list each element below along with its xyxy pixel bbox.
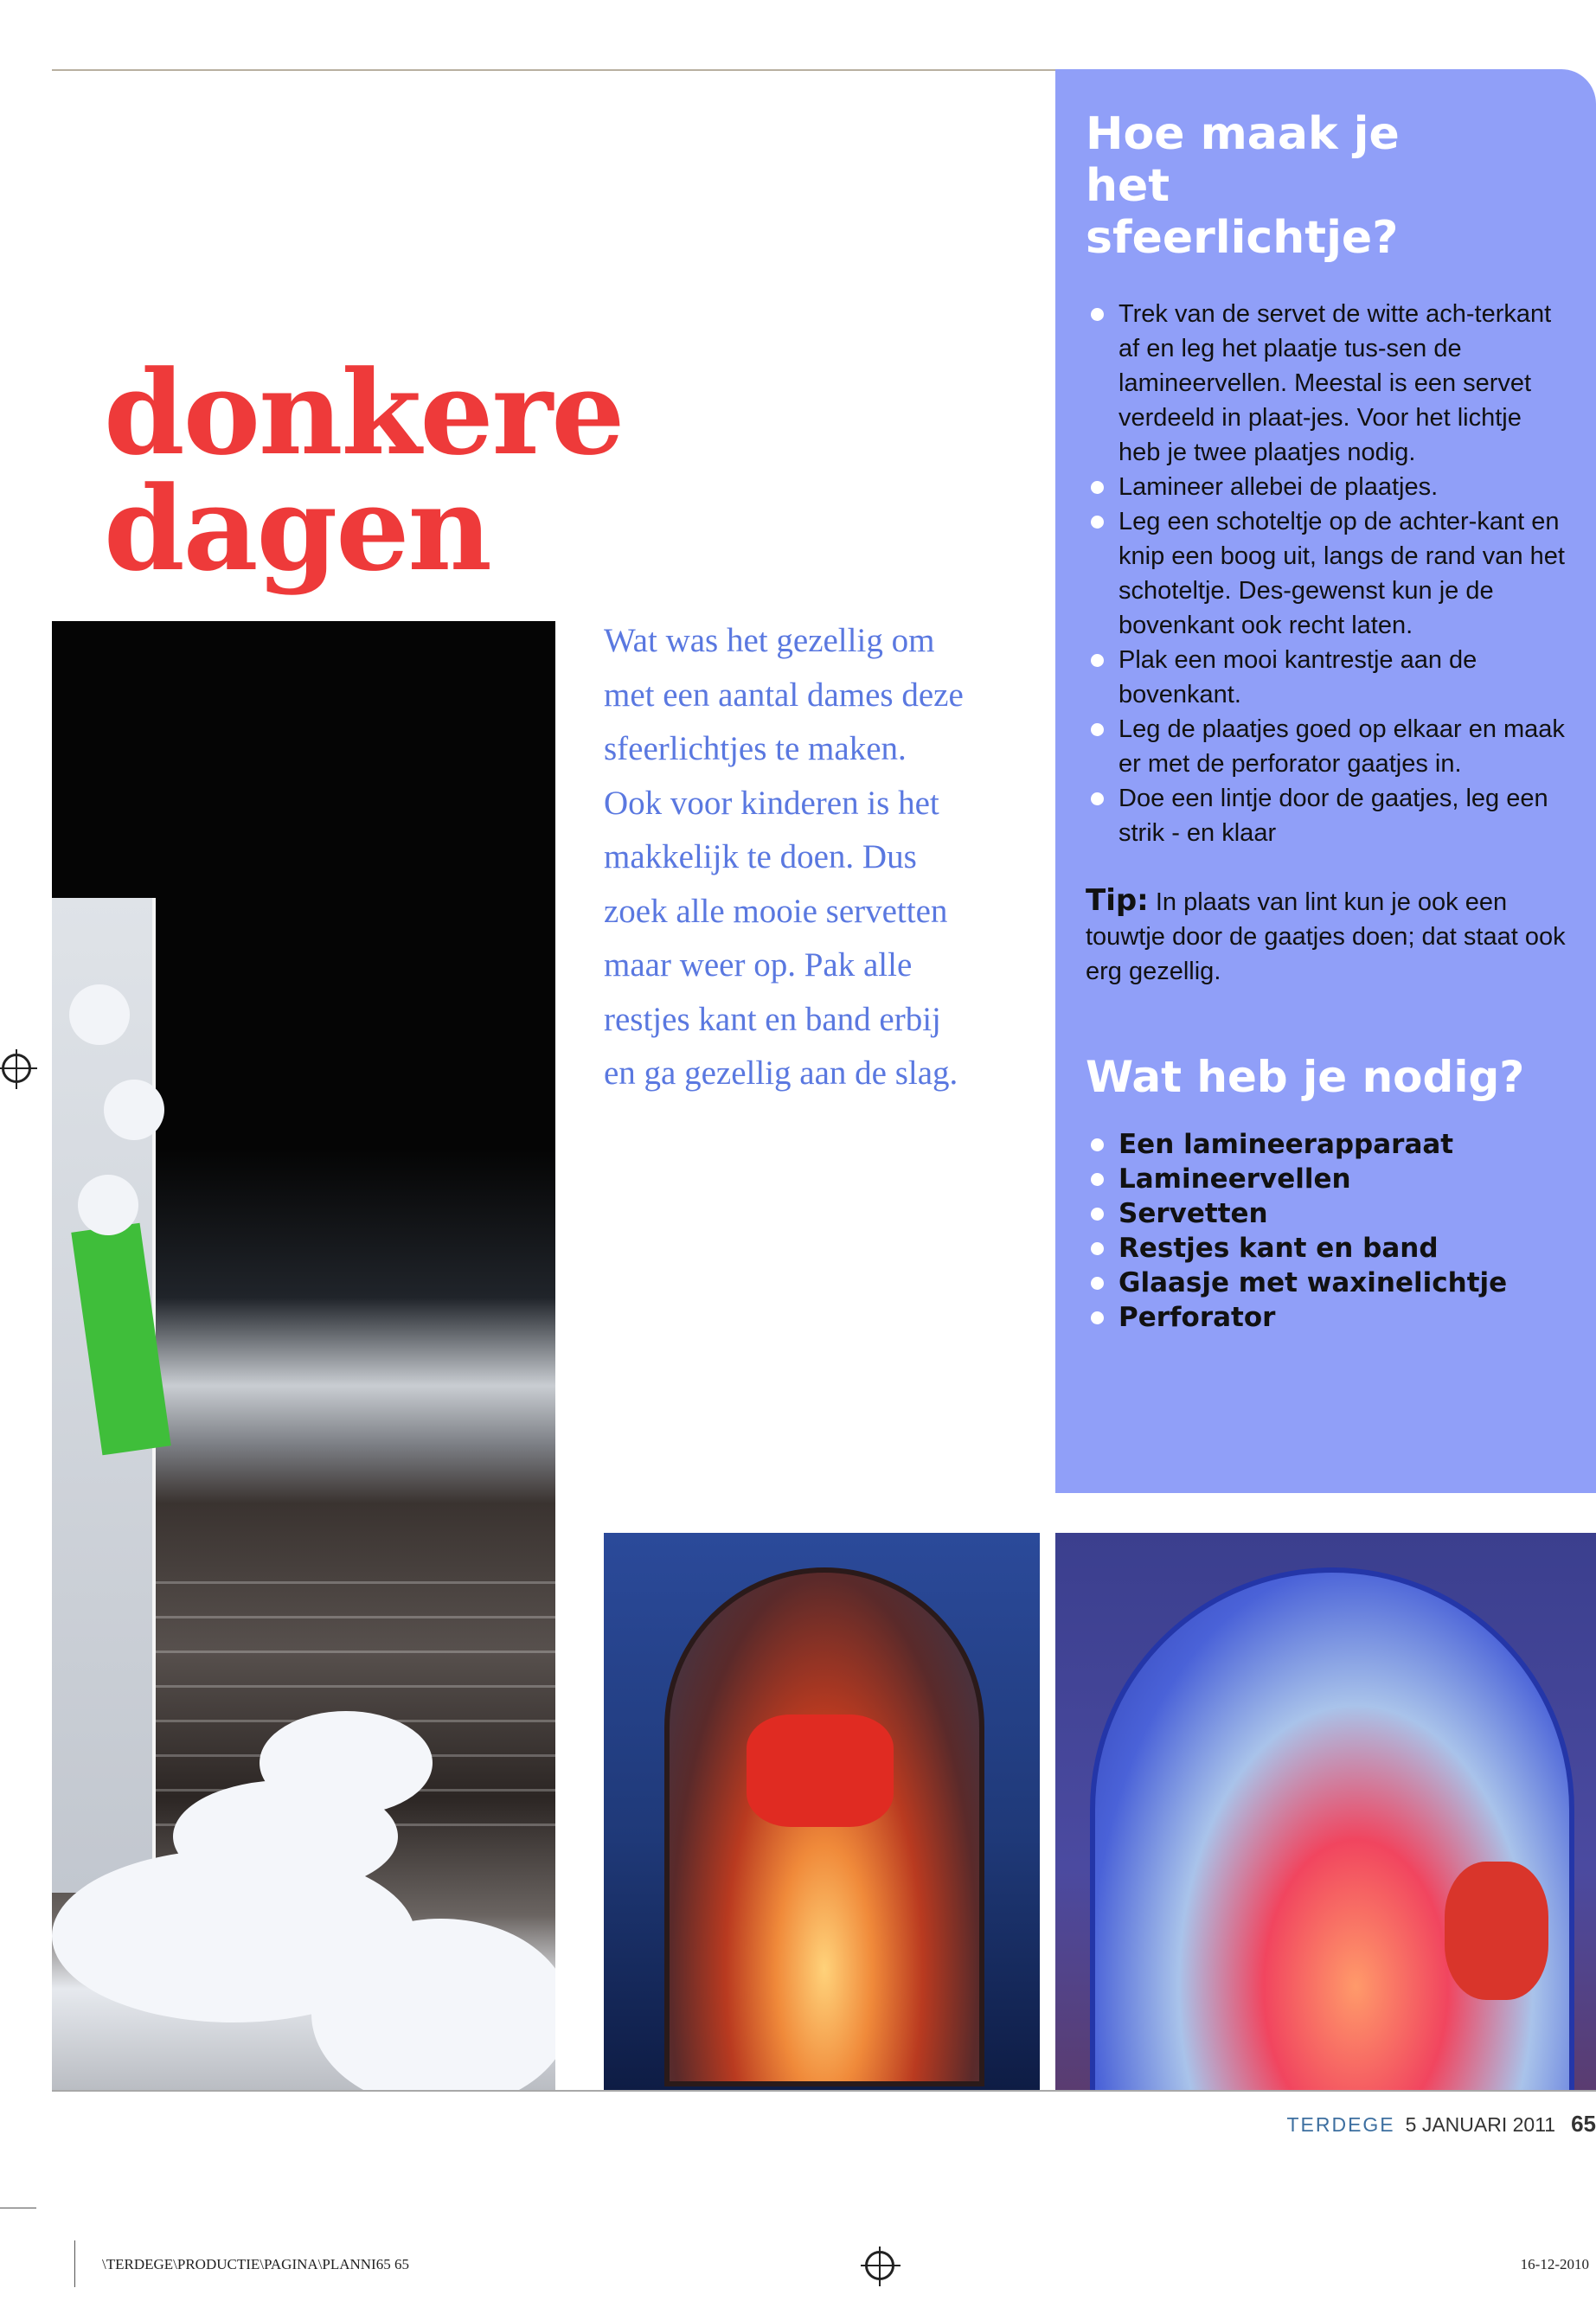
bullet-icon [1091,1173,1104,1186]
bullet-icon [1091,481,1104,494]
instructions-box [1055,69,1596,1493]
lantern-arch [1090,1567,1574,2091]
child-figure [1445,1862,1548,2000]
needs-item: Restjes kant en band [1086,1231,1570,1266]
tip [1086,883,1570,989]
page-number: 65 [1571,2111,1596,2137]
page-footer [1286,2111,1596,2138]
bullet-icon [1091,516,1104,529]
magazine-name: TERDEGE [1286,2113,1395,2136]
needs-item: Glaasje met waxinelichtje [1086,1266,1570,1300]
tip-label: Tip: [1086,883,1149,918]
needs-item: Perforator [1086,1300,1570,1335]
tip-text: In plaats van lint kun je ook een touwtje door de gaatjes doen; dat staat ook erg gezellig. [1086,888,1566,985]
needs-list [1086,1127,1570,1335]
bullet-icon [1091,1311,1104,1324]
slug-date: 16-12-2010 [1520,2256,1589,2272]
headline: donkere dagen [104,344,624,597]
needs-item: Lamineervellen [1086,1162,1570,1196]
step-item: Plak een mooi kantrestje aan de bovenkant. [1086,643,1570,712]
bullet-icon [1091,654,1104,667]
slug-path: \TERDEGE\PRODUCTIE\PAGINA\PLANNI65 65 [102,2256,409,2272]
step-item: Leg een schoteltje op de achter-kant en knip een boog uit, langs de rand van het schoteltje. Des-gewenst kun je de bovenkant ook recht laten. [1086,504,1570,643]
step-item: Lamineer allebei de plaatjes. [1086,470,1570,504]
registration-mark-icon [865,2251,894,2280]
needs-title: Wat heb je nodig? [1086,1052,1525,1102]
step-item: Trek van de servet de witte ach-terkant af en leg het plaatje tus-sen de lamineervellen. Meestal is een servet verdeeld in plaat-jes. Voor het lichtje heb je twee plaatjes nodig. [1086,297,1570,470]
top-rule [52,69,1055,71]
bullet-icon [1091,1138,1104,1151]
bullet-icon [1091,1277,1104,1290]
step-item: Doe een lintje door de gaatjes, leg een strik - en klaar [1086,781,1570,850]
photo-lantern-in-snow [52,621,555,2092]
bullet-icon [1091,1242,1104,1255]
bullet-icon [1091,792,1104,805]
intro-text: Wat was het gezellig om met een aantal dames deze sfeerlichtjes te maken. Ook voor kinderen is het makkelijk te doen. Dus zoek alle mooie servetten maar weer op. Pak alle restjes kant en band erbij en ga gezellig aan de slag. [604,622,964,1092]
lantern-arch [664,1567,984,2086]
photo-lantern-red-bow [604,1533,1040,2091]
crop-mark [74,2240,75,2287]
bullet-icon [1091,1208,1104,1221]
needs-item: Een lamineerapparaat [1086,1127,1570,1162]
steps-list [1086,297,1570,850]
photo-lantern-winter-scene [1055,1533,1596,2091]
needs-item: Servetten [1086,1196,1570,1231]
bottom-rule [52,2090,1596,2092]
box-title: Hoe maak je het sfeerlichtje? [1086,108,1400,264]
bullet-icon [1091,308,1104,321]
red-bow [747,1715,894,1827]
bullet-icon [1091,723,1104,736]
registration-mark-icon [2,1054,31,1083]
step-item: Leg de plaatjes goed op elkaar en maak er met de perforator gaatjes in. [1086,712,1570,781]
issue-date: 5 JANUARI 2011 [1405,2113,1556,2136]
